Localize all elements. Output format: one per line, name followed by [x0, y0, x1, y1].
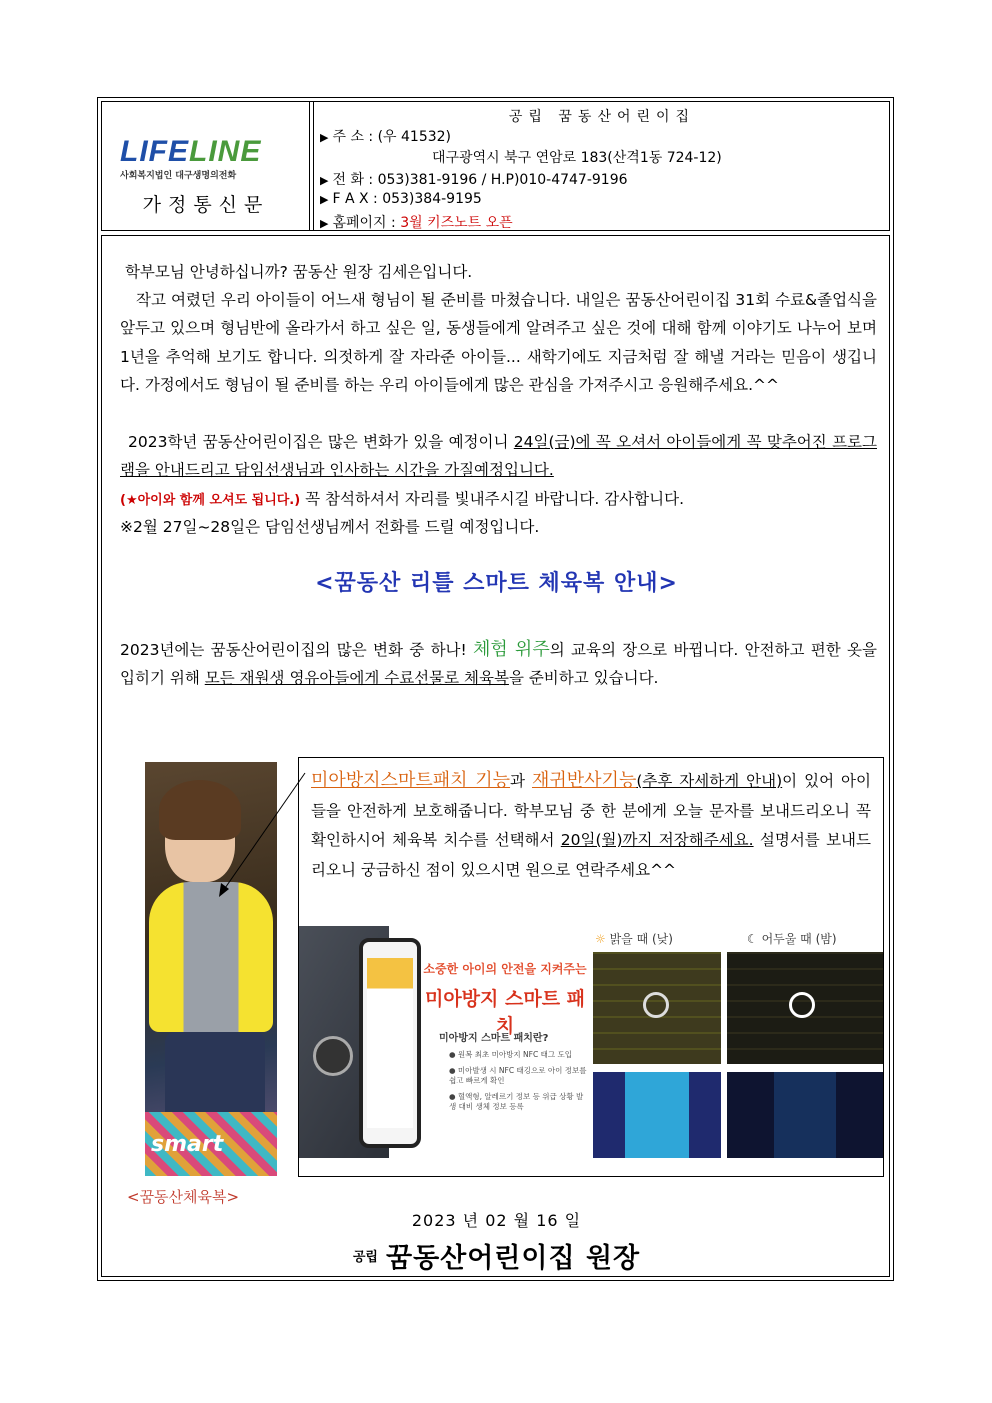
- document-type: 가정통신문: [142, 194, 270, 216]
- jacket-night-photo: [727, 952, 883, 1064]
- lifeline-logo: LIFELINE: [120, 135, 262, 168]
- nfc-patch-icon: [313, 1036, 353, 1076]
- bullet-icon: ▶: [320, 131, 329, 144]
- promo-item: ● 미아발생 시 NFC 태깅으로 아이 정보를 쉽고 빠르게 확인: [449, 1066, 587, 1085]
- signature: 공립 꿈동산어린이집 원장: [352, 1243, 641, 1274]
- sun-icon: ☼: [595, 932, 606, 946]
- phone-row: ▶ 전 화 : 053)381-9196 / H.P)010-4747-9196: [320, 172, 628, 188]
- promo-item: ● 원복 최초 미아방지 NFC 태그 도입: [449, 1050, 572, 1059]
- day-label: ☼ 밝을 때 (낮): [595, 932, 673, 946]
- uniform-info-box: [298, 757, 884, 1177]
- paragraph-note: ※2월 27일~28일은 담임선생님께서 전화를 드릴 예정입니다.: [120, 518, 540, 536]
- uniform-info-text: 미아방지스마트패치 기능과 재귀반사기능(추후 자세하게 안내)이 있어 아이들을 안전하게 보호해줍니다. 학부모님 중 한 분에게 오늘 문자를 보내드리오니 꼭 확인하시어 체육복 치수를 선택해서 20일(월)까지 저장해주세요. 설명서를 보내드리오니 궁금하신 점이 있으시면 원으로 연락주세요^^: [311, 770, 871, 879]
- phone-icon: [359, 938, 421, 1148]
- letter-body: [101, 235, 890, 1277]
- paragraph-attend: (★아이와 함께 오셔도 됩니다.) 꼭 참석하셔서 자리를 빛내주시길 바랍니다. 감사합니다.: [120, 490, 684, 508]
- promo-title: 미아방지 스마트 패치: [424, 988, 586, 1037]
- smart-patch-promo-image: [299, 926, 591, 1158]
- bullet-icon: ▶: [320, 193, 329, 206]
- bullet-icon: ▶: [320, 174, 329, 187]
- night-label: ☾ 어두울 때 (밤): [747, 932, 837, 946]
- center-name: 공립 꿈동산어린이집: [508, 109, 696, 125]
- paragraph-uniform: 2023년에는 꿈동산어린이집의 많은 변화 중 하나! 체험 위주의 교육의 장으로 바뀝니다. 안전하고 편한 옷을 입히기 위해 모든 재원생 영유아들에게 수료선물로 체육복을 준비하고 있습니다.: [120, 639, 877, 688]
- greeting: 학부모님 안녕하십니까? 꿈동산 원장 김세은입니다.: [124, 263, 473, 281]
- section-heading: <꿈동산 리틀 스마트 체육복 안내>: [315, 571, 678, 596]
- promo-question: 미아방지 스마트 패치란?: [439, 1033, 549, 1044]
- bullet-icon: ▶: [320, 217, 329, 230]
- letterhead: [101, 101, 890, 231]
- kid-photo-brand: smart: [151, 1132, 224, 1157]
- paragraph-schedule: 2023학년 꿈동산어린이집은 많은 변화가 있을 예정이니 24일(금)에 꼭 오셔서 아이들에게 꼭 맞추어진 프로그램을 안내드리고 담임선생님과 인사하는 시간을 가질예정입니다.: [120, 433, 877, 480]
- address-row: ▶ 주 소 : (우 41532): [320, 129, 452, 145]
- jacket-day-photo: [593, 952, 721, 1064]
- sportswear-night-photo: [727, 1072, 883, 1158]
- logo-cell: [102, 102, 310, 230]
- homepage-row: ▶ 홈페이지 : 3월 키즈노트 오픈: [320, 215, 513, 231]
- fax-row: ▶ F A X : 053)384-9195: [320, 191, 482, 207]
- promo-item: ● 혈액형, 알레르기 정보 등 위급 상황 발생 대비 생체 정보 등록: [449, 1092, 584, 1111]
- moon-icon: ☾: [747, 932, 758, 946]
- sportswear-day-photo: [593, 1072, 721, 1158]
- photo-caption: <꿈동산체육복>: [127, 1188, 240, 1206]
- paragraph-intro: 작고 여렸던 우리 아이들이 어느새 형님이 될 준비를 마쳤습니다. 내일은 꿈동산어린이집 31회 수료&졸업식을 앞두고 있으며 형님반에 올라가서 하고 싶은 일, 동생들에게 알려주고 싶은 것에 대해 함께 이야기도 나누어 보며 1년을 추억해 보기도 합니다. 의젓하게 잘 자라준 아이들... 새학기에도 지금처럼 잘 해낼 거라는 믿음이 생깁니다. 가정에서도 형님이 될 준비를 하는 우리 아이들에게 많은 관심을 가져주시고 응원해주세요.^^: [120, 291, 877, 395]
- contact-info: [313, 102, 889, 230]
- page-frame: [97, 97, 894, 1281]
- logo-subtitle: 사회복지법인 대구생명의전화: [120, 171, 237, 181]
- letter-date: 2023 년 02 월 16 일: [411, 1211, 582, 1230]
- promo-tagline: 소중한 아이의 안전을 지켜주는: [423, 962, 587, 976]
- pointer-arrow: [217, 771, 307, 901]
- address-line2: 대구광역시 북구 연암로 183(산격1동 724-12): [432, 150, 722, 166]
